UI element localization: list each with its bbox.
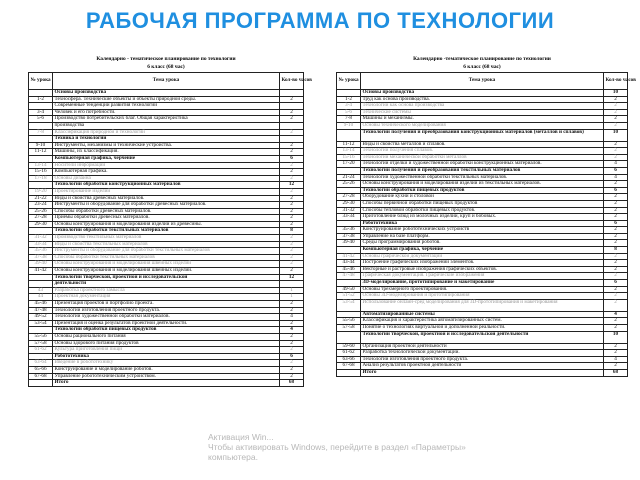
col-header-hours: Кол-во часов	[604, 73, 628, 90]
watermark-line-2: Чтобы активировать Windows, перейдите в раздел «Параметры»	[208, 442, 466, 452]
lesson-topic-cell: Технологии обработки пищевых продуктов	[53, 327, 280, 334]
lesson-topic-cell: деятельности	[53, 281, 280, 288]
lesson-number-cell: 31-32	[29, 235, 53, 242]
lesson-number-cell: 31-32	[337, 207, 361, 214]
hours-cell: 2	[280, 320, 304, 327]
hours-cell: 2	[280, 366, 304, 373]
lesson-number-cell: 39-40	[29, 261, 53, 268]
hours-cell: 10	[604, 331, 628, 343]
lesson-number-cell: 27-28	[29, 215, 53, 222]
lesson-number-cell: 67-68	[337, 363, 361, 370]
hours-cell: 4	[280, 327, 304, 334]
hours-cell: 8	[280, 228, 304, 235]
lesson-number-cell: 43-44	[337, 260, 361, 267]
lesson-number-cell: 41-42	[29, 268, 53, 275]
hours-cell: 6	[604, 167, 628, 174]
hours-cell: 2	[604, 273, 628, 280]
section-row	[29, 380, 304, 387]
lesson-number-cell: 59-60	[337, 343, 361, 350]
hours-cell: 6	[604, 187, 628, 194]
hours-cell: 12	[280, 182, 304, 189]
lesson-topic-cell: Инструменты и оборудование для обработки древесных материалов.	[53, 202, 280, 209]
hours-cell: 10	[604, 90, 628, 97]
hours-cell: 2	[280, 333, 304, 340]
lesson-topic-cell: Технологии изготовления проектного продукта.	[53, 307, 280, 314]
hours-cell: 1	[280, 287, 304, 294]
lesson-topic-cell: Основы здорового питания продуктов	[53, 340, 280, 347]
lesson-topic-cell: Основы производства	[361, 90, 604, 97]
lesson-number-cell: 5-6	[29, 116, 53, 123]
lesson-number-cell: 61-62	[29, 347, 53, 354]
lesson-topic-cell: Способы обработки текстильных материалов	[53, 254, 280, 261]
lesson-number-cell: 47-48	[337, 273, 361, 280]
lesson-topic-cell: Виды и свойства древесных материалов.	[53, 195, 280, 202]
lesson-topic-cell: Технологии получения и преобразования текстильных материалов	[361, 167, 604, 174]
lesson-number-cell: 17-18	[29, 175, 53, 182]
lesson-topic-cell: Разработка технологической документации.	[361, 350, 604, 357]
lesson-number-cell: 9-10	[29, 142, 53, 149]
hours-cell: 6	[604, 220, 628, 227]
lesson-number-cell: 37-38	[337, 233, 361, 240]
hours-cell: 2	[280, 248, 304, 255]
lesson-topic-cell: Векторные и растровые изображения графических объектов.	[361, 266, 604, 273]
lesson-number-cell: 49-52	[29, 314, 53, 321]
lesson-number-cell: 15-16	[337, 154, 361, 161]
lesson-number-cell: 13-14	[29, 162, 53, 169]
watermark-line-3: компьютера.	[208, 452, 258, 462]
table-row	[337, 200, 628, 207]
lesson-topic-cell: Технологии механической обработки металлов	[361, 154, 604, 161]
lesson-topic-cell: Презентация проектов и портфолио проекта.	[53, 301, 280, 308]
hours-cell: 1	[280, 294, 304, 301]
lesson-topic-cell: Человек и его потребности.	[53, 109, 280, 116]
lesson-number-cell: 7-8	[337, 116, 361, 123]
lesson-topic-cell: Управление на базе платформ.	[361, 233, 604, 240]
lesson-number-cell: 51-52	[337, 293, 361, 300]
lesson-number-cell: 25-26	[29, 208, 53, 215]
lesson-number-cell: 45-46	[337, 266, 361, 273]
hours-cell: 2	[604, 233, 628, 240]
lesson-number-cell: 63-66	[337, 356, 361, 363]
hours-cell: 2	[280, 241, 304, 248]
lesson-topic-cell: Приёмы обработки древесных материалов.	[53, 215, 280, 222]
lesson-number-cell: 65-66	[29, 366, 53, 373]
lesson-topic-cell: Технологии творческой, проектной и исследовательской	[53, 274, 280, 281]
hours-cell: 2	[604, 227, 628, 234]
lesson-number-cell: 53-54	[29, 320, 53, 327]
hours-cell: 2	[604, 96, 628, 103]
hours-cell: 2	[604, 181, 628, 188]
hours-cell: 2	[280, 162, 304, 169]
hours-cell: 2	[604, 350, 628, 357]
hours-cell: 4	[604, 174, 628, 181]
hours-cell: 2	[604, 148, 628, 155]
lesson-topic-cell: Способы обработки древесных материалов.	[53, 208, 280, 215]
hours-cell: 68	[280, 380, 304, 387]
lesson-topic-cell: Классификация природной и технологий	[53, 129, 280, 136]
hours-cell: 2	[604, 240, 628, 247]
hours-cell: 2	[604, 122, 628, 129]
lesson-number-cell: 11-12	[29, 149, 53, 156]
right-table-body	[337, 90, 628, 377]
lesson-topic-cell: Технологии обработки конструкционных материалов	[53, 182, 280, 189]
section-row	[337, 129, 628, 141]
hours-cell: 6	[604, 280, 628, 287]
lesson-number-cell: 41-42	[337, 253, 361, 260]
lesson-topic-cell: Культура приготовления пищи	[53, 347, 280, 354]
hours-cell: 2	[604, 116, 628, 123]
table-header-row	[337, 73, 628, 90]
hours-cell: 4	[604, 356, 628, 363]
hours-cell: 6	[280, 155, 304, 162]
hours-cell: 2	[604, 318, 628, 325]
lesson-topic-cell: Технологии отделки и художественной обработки конструкционных материалов.	[361, 161, 604, 168]
hours-cell: 2	[280, 175, 304, 182]
lesson-number-cell: 9-10	[337, 122, 361, 129]
hours-cell: 4	[604, 311, 628, 318]
hours-cell: 2	[604, 293, 628, 300]
lesson-number-cell: 25-26	[337, 181, 361, 188]
lesson-topic-cell: Основы дизайна	[53, 175, 280, 182]
lesson-number-cell: 15-16	[29, 169, 53, 176]
lesson-topic-cell: Итого	[361, 369, 604, 376]
lesson-topic-cell: Виды и свойства текстильных материалов	[53, 241, 280, 248]
hours-cell: 2	[280, 307, 304, 314]
lesson-topic-cell: Конструирование и моделирование роботов.	[53, 366, 280, 373]
lesson-topic-cell: Основы технического моделирования	[361, 122, 604, 129]
hours-cell: 2	[280, 129, 304, 136]
hours-cell: 2	[604, 200, 628, 207]
lesson-number-cell: 39-40	[337, 240, 361, 247]
lesson-topic-cell: Разработка проектного замысла	[53, 287, 280, 294]
lesson-topic-cell: Автоматизированные системы	[361, 311, 604, 318]
hours-cell: 2	[604, 109, 628, 116]
hours-cell: 2	[280, 169, 304, 176]
hours-cell: 4	[280, 314, 304, 321]
lesson-topic-cell: Компьютерная графика.	[53, 169, 280, 176]
hours-cell: 2	[604, 266, 628, 273]
lesson-number-cell: 11-12	[337, 141, 361, 148]
table-row	[29, 188, 304, 195]
table-row	[337, 363, 628, 370]
lesson-number-cell: 19-20	[29, 188, 53, 195]
left-doc-heading-1: Календарно - тематическое планирование по технологии	[96, 56, 236, 62]
section-row	[337, 369, 628, 376]
lesson-topic-cell: Основы конструирования и моделирования швейных изделий.	[53, 268, 280, 275]
lesson-topic-cell: Носители информации	[53, 162, 280, 169]
section-row	[337, 331, 628, 343]
lesson-topic-cell: Понятие о технологиях виртуальной и дополненной реальности.	[361, 325, 604, 332]
hours-cell: 2	[280, 254, 304, 261]
lesson-number-cell: 55-56	[29, 333, 53, 340]
lesson-topic-cell: Использование онлайн-сред моделирования для 3D-прототипирования и макетирования	[361, 299, 604, 311]
hours-cell: 2	[280, 301, 304, 308]
hours-cell: 2	[280, 96, 304, 103]
lesson-number-cell	[337, 129, 361, 141]
hours-cell: 2	[604, 207, 628, 214]
lesson-topic-cell: Основы графической документации	[361, 253, 604, 260]
hours-cell: 8	[604, 247, 628, 254]
lesson-number-cell: 27-28	[337, 194, 361, 201]
lesson-topic-cell: Инструменты и оборудование для обработки текстильных материалов	[53, 248, 280, 255]
lesson-number-cell: 47-48	[29, 307, 53, 314]
hours-cell: 2	[604, 343, 628, 350]
hours-cell: 2	[280, 340, 304, 347]
lesson-number-cell: 1-2	[337, 96, 361, 103]
lesson-topic-cell: Среды программирования роботов.	[361, 240, 604, 247]
col-header-topic: Тема урока	[53, 73, 280, 90]
lesson-topic-cell: Основы конструирования и моделирования изделий из текстильных материалов.	[361, 181, 604, 188]
left-document	[28, 56, 312, 474]
hours-cell: 2	[604, 103, 628, 110]
lesson-topic-cell: Технологии изготовления проектного продукта.	[361, 356, 604, 363]
lesson-number-cell: 63-64	[29, 360, 53, 367]
left-plan-table	[28, 72, 312, 387]
hours-cell: 2	[604, 299, 628, 311]
lesson-topic-cell: Основы производства	[53, 90, 280, 97]
lesson-topic-cell: Робототехника	[361, 220, 604, 227]
lesson-topic-cell: Проектная документация	[53, 294, 280, 301]
lesson-topic-cell: Основы рационального питания	[53, 333, 280, 340]
lesson-topic-cell: Итого	[53, 380, 280, 387]
hours-cell: 2	[604, 154, 628, 161]
lesson-number-cell	[337, 369, 361, 376]
hours-cell: 2	[280, 149, 304, 156]
hours-cell: 2	[604, 286, 628, 293]
lesson-number-cell: 33-34	[337, 214, 361, 221]
lesson-topic-cell: Оборудование кухни и столовой	[361, 194, 604, 201]
lesson-number-cell: 33-34	[29, 241, 53, 248]
lesson-topic-cell: Построение графических изображений элементов.	[361, 260, 604, 267]
lesson-number-cell: 57-58	[29, 340, 53, 347]
lesson-number-cell: 7-8	[29, 129, 53, 136]
hours-cell: 2	[280, 208, 304, 215]
lesson-topic-cell: Основы конструирования и моделирования изделий из древесины.	[53, 221, 280, 228]
right-document	[336, 56, 636, 474]
right-plan-table	[336, 72, 636, 377]
lesson-number-cell: 29-30	[29, 221, 53, 228]
lesson-topic-cell: Робототехника	[53, 353, 280, 360]
lesson-topic-cell: Производство текстильных материалов	[53, 235, 280, 242]
hours-cell: 2	[280, 268, 304, 275]
hours-cell: 68	[604, 369, 628, 376]
right-doc-heading-2: 6 класс (68 час)	[463, 64, 501, 70]
hours-cell: 2	[280, 360, 304, 367]
hours-cell: 2	[604, 214, 628, 221]
hours-cell: 2	[604, 325, 628, 332]
left-doc-heading-2: 6 класс (68 час)	[147, 64, 185, 70]
lesson-topic-cell: Труд как основа производства.	[361, 96, 604, 103]
lesson-topic-cell: Управление робототехническим устройством.	[53, 373, 280, 380]
lesson-topic-cell: Технологии обработки текстильных материалов	[53, 228, 280, 235]
hours-cell: 12	[280, 274, 304, 281]
lesson-number-cell: 3-4	[29, 109, 53, 116]
lesson-topic-cell: Технологии творческой, проектной и исследовательской деятельности	[361, 331, 604, 343]
hours-cell: 2	[280, 261, 304, 268]
hours-cell: 2	[280, 195, 304, 202]
lesson-topic-cell: Способы первичной обработки пищевых продуктов	[361, 200, 604, 207]
hours-cell: 2	[604, 141, 628, 148]
lesson-topic-cell: Конструирование робототехнических устройств	[361, 227, 604, 234]
lesson-topic-cell: Компьютерная графика, черчение	[361, 247, 604, 254]
hours-cell: 2	[280, 109, 304, 116]
hours-cell: 2	[280, 188, 304, 195]
activation-watermark	[208, 432, 466, 462]
right-doc-heading-1: Календарно -тематическое планирование по технологии	[413, 56, 551, 62]
lesson-topic-cell: Техника и технологии	[53, 136, 280, 143]
hours-cell: 2	[280, 142, 304, 149]
lesson-topic-cell: Машины и механизмы.	[361, 116, 604, 123]
lesson-number-cell: 23-24	[29, 202, 53, 209]
lesson-number-cell: 45-46	[29, 301, 53, 308]
lesson-topic-cell: Техносфера. Технические объекты и объекты природной среды.	[53, 96, 280, 103]
hours-cell: 2	[604, 363, 628, 370]
lesson-number-cell: 43	[29, 287, 53, 294]
lesson-topic-cell: Анализ результатов проектной деятельности	[361, 363, 604, 370]
lesson-number-cell: 44	[29, 294, 53, 301]
lesson-topic-cell: Основы 3D-моделирования и прототипирования	[361, 293, 604, 300]
hours-cell: 2	[604, 253, 628, 260]
lesson-topic-cell: Технологии художественной обработки материалов.	[53, 314, 280, 321]
lesson-topic-cell: Технологии обработки пищевых продуктов	[361, 187, 604, 194]
lesson-number-cell: 1-2	[29, 96, 53, 103]
lesson-number-cell: 57-58	[337, 325, 361, 332]
lesson-number-cell: 17-20	[337, 161, 361, 168]
lesson-number-cell: 5-6	[337, 109, 361, 116]
lesson-topic-cell: Основы трёхмерного проектирования.	[361, 286, 604, 293]
hours-cell: 2	[280, 202, 304, 209]
lesson-topic-cell: Организация проектной деятельности	[361, 343, 604, 350]
col-header-number: № урока	[337, 73, 361, 90]
lesson-topic-cell: Компьютерная графика, черчение	[53, 155, 280, 162]
lesson-number-cell: 21-22	[29, 195, 53, 202]
lesson-topic-cell: Технологии получения сплавов.	[361, 148, 604, 155]
lesson-topic-cell: Современные тенденции развития технологий	[53, 103, 280, 110]
hours-cell: 10	[604, 129, 628, 141]
hours-cell: 2	[280, 373, 304, 380]
lesson-number-cell: 67-68	[29, 373, 53, 380]
col-header-number: № урока	[29, 73, 53, 90]
lesson-number-cell: 61-62	[337, 350, 361, 357]
lesson-topic-cell: Технологии получения и преобразования конструкционных материалов (металлов и сплавов)	[361, 129, 604, 141]
watermark-line-1: Активация Win...	[208, 432, 274, 442]
lesson-topic-cell: Введение в робототехнику	[53, 360, 280, 367]
lesson-number-cell: 3-4	[337, 103, 361, 110]
lesson-number-cell: 35-36	[337, 227, 361, 234]
lesson-topic-cell: Технологии как основа производства	[361, 103, 604, 110]
page-title: РАБОЧАЯ ПРОГРАММА ПО ТЕХНОЛОГИИ	[85, 8, 555, 33]
lesson-topic-cell: Графическая документация. Графические изображения	[361, 273, 604, 280]
col-header-hours: Кол-во часов	[280, 73, 304, 90]
lesson-topic-cell: Технические системы	[361, 109, 604, 116]
hours-cell: 2	[604, 260, 628, 267]
lesson-topic-cell: 3D-моделирование, прототипирование и макетирование	[361, 280, 604, 287]
hours-cell: 2	[280, 116, 304, 123]
table-row	[337, 299, 628, 311]
lesson-number-cell: 13-14	[337, 148, 361, 155]
lesson-topic-cell: производства	[53, 122, 280, 129]
hours-cell: 2	[280, 347, 304, 354]
lesson-topic-cell: Инструменты, механизмы и технические устройства.	[53, 142, 280, 149]
lesson-number-cell	[337, 331, 361, 343]
hours-cell: 4	[604, 161, 628, 168]
lesson-number-cell	[29, 274, 53, 281]
hours-cell: 2	[280, 235, 304, 242]
lesson-number-cell: 49-50	[337, 286, 361, 293]
hours-cell: 6	[280, 353, 304, 360]
lesson-topic-cell: Проектирование изделий	[53, 188, 280, 195]
lesson-number-cell: 53-54	[337, 299, 361, 311]
lesson-number-cell: 37-38	[29, 254, 53, 261]
hours-cell: 2	[280, 215, 304, 222]
lesson-topic-cell: Основы конструирования и моделирования швейных изделий	[53, 261, 280, 268]
lesson-number-cell	[29, 380, 53, 387]
hours-cell: 2	[604, 194, 628, 201]
table-header-row	[29, 73, 304, 90]
lesson-topic-cell: Классификация и характеристика автоматизированных систем.	[361, 318, 604, 325]
lesson-number-cell: 29-30	[337, 200, 361, 207]
lesson-topic-cell: Технологии художественной обработки текстильных материалов.	[361, 174, 604, 181]
lesson-topic-cell: Приготовление блюд из молочных изделий, круп и бобовых.	[361, 214, 604, 221]
lesson-topic-cell: Производство потребительских благ. Общая характеристика	[53, 116, 280, 123]
col-header-topic: Тема урока	[361, 73, 604, 90]
lesson-topic-cell: Виды и свойства металлов и сплавов.	[361, 141, 604, 148]
lesson-topic-cell: Машины, их классификация.	[53, 149, 280, 156]
lesson-number-cell: 35-36	[29, 248, 53, 255]
hours-cell: 2	[280, 221, 304, 228]
lesson-number-cell: 55-56	[337, 318, 361, 325]
lesson-topic-cell: Презентация и оценка результатов проектной деятельности.	[53, 320, 280, 327]
lesson-number-cell: 21-24	[337, 174, 361, 181]
lesson-topic-cell: Способы тепловой обработки пищевых продуктов.	[361, 207, 604, 214]
table-row	[29, 373, 304, 380]
left-table-body	[29, 90, 304, 387]
